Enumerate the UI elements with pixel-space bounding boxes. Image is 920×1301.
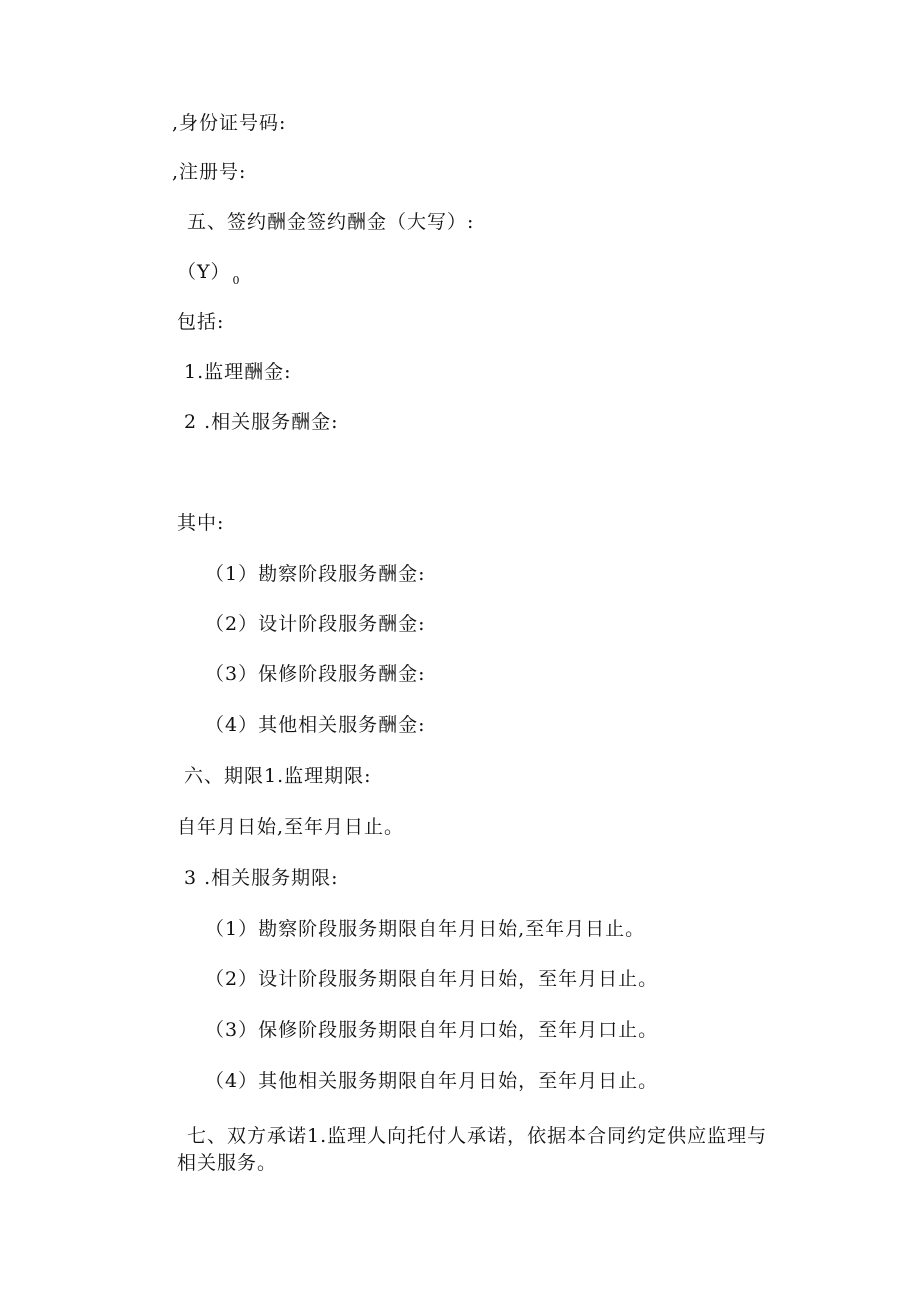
design-stage-fee-line: （2）设计阶段服务酬金: [205, 613, 426, 635]
supervision-fee-line: 1.监理酬金: [184, 361, 292, 383]
id-number-line: ,身份证号码: [172, 112, 287, 134]
amount-figures-label: （Y） [177, 261, 231, 283]
design-stage-period-line: （2）设计阶段服务期限自年月日始，至年月日止。 [205, 968, 659, 990]
includes-label: 包括: [177, 311, 225, 333]
other-service-period-line: （4）其他相关服务期限自年月日始，至年月日止。 [205, 1070, 659, 1092]
amount-figures-line [177, 260, 241, 293]
other-service-fee-line: （4）其他相关服务酬金: [205, 714, 426, 736]
supervision-period-line: 自年月日始,至年月日止。 [177, 816, 405, 838]
related-service-fee-line: 2 .相关服务酬金: [184, 411, 339, 433]
survey-stage-period-line: （1）勘察阶段服务期限自年月日始,至年月日止。 [205, 918, 646, 940]
related-service-period-heading: 3 .相关服务期限: [184, 867, 339, 889]
section-7-continuation: 相关服务。 [177, 1152, 278, 1174]
among-which-label: 其中: [177, 512, 225, 534]
warranty-stage-fee-line: （3）保修阶段服务酬金: [205, 663, 426, 685]
survey-stage-fee-line: （1）勘察阶段服务酬金: [205, 563, 426, 585]
section-5-heading: 五、签约酬金签约酬金（大写）: [187, 211, 475, 233]
registration-number-line: ,注册号: [172, 161, 247, 183]
section-7-heading: 七、双方承诺1.监理人向托付人承诺，依据本合同约定供应监理与 [187, 1125, 768, 1147]
amount-figures-subscript: 0 [232, 274, 241, 287]
section-6-heading: 六、期限1.监理期限: [184, 765, 372, 787]
warranty-stage-period-line: （3）保修阶段服务期限自年月口始，至年月口止。 [205, 1019, 659, 1041]
